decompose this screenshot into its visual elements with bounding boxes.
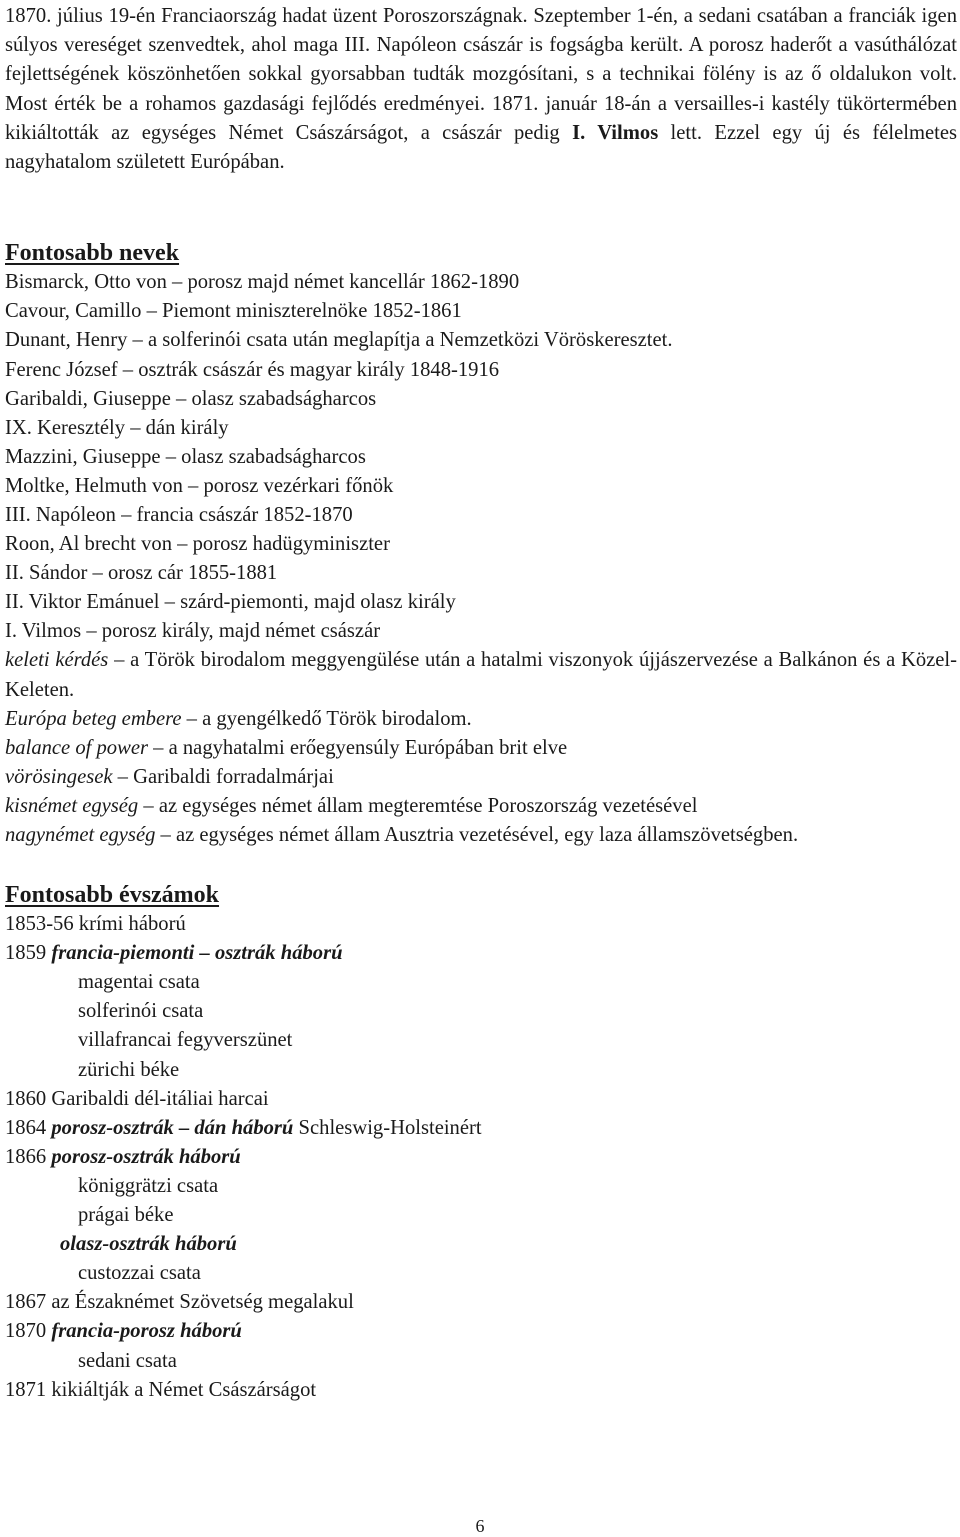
name-entry: Cavour, Camillo – Piemont miniszterelnöke 1852-1861 (5, 300, 462, 323)
date-year: 1870 (5, 1320, 52, 1343)
term-definition: – az egységes német állam Ausztria vezetésével, egy laza államszövetségben. (155, 824, 799, 846)
page-number: 6 (475, 1516, 485, 1536)
intro-paragraph (5, 0, 957, 177)
date-year: 1864 (5, 1116, 52, 1139)
term-name: nagynémet egység (5, 824, 156, 846)
dates-section-title: Fontosabb évszámok (5, 882, 220, 909)
war-name: francia-piemonti – osztrák háború (51, 942, 343, 965)
war-name: francia-porosz háború (51, 1320, 242, 1343)
term-entry (5, 646, 957, 704)
term-name: vörösingesek (5, 765, 113, 788)
names-list (5, 268, 957, 850)
war-name: porosz-osztrák háború (51, 1145, 241, 1168)
name-entry: IX. Keresztély – dán király (5, 416, 229, 439)
name-entry: III. Napóleon – francia császár 1852-1870 (5, 503, 353, 526)
term-name: kisnémet egység (5, 794, 139, 817)
intro-text-1: 1870. július 19-én Franciaország hadat üzent Poroszországnak. Szeptember 1-én, a sedani csatában a franciák igen súlyos vereséget szenvedtek, ahol maga III. Napóleon császár is fogságba került. A porosz haderőt a vasúthálózat fejlettségének köszönhetően sokkal gyorsabban tudták mozgósítani, s a technikai fölény is az ő oldalukon volt. Most érték be a rohamos gazdasági fejlődés eredményei. 1871. január 18-án a versailles-i kastély tükörtermében kikiáltották az egységes Német Császárságot, a császár pedig (5, 5, 957, 144)
name-entry: Moltke, Helmuth von – porosz vezérkari főnök (5, 474, 394, 497)
term-name: balance of power (5, 736, 148, 759)
date-year: 1866 (5, 1145, 52, 1168)
date-subentry: königgrätzi csata (78, 1174, 219, 1197)
date-subentry: prágai béke (78, 1204, 174, 1227)
term-definition: – az egységes német állam megteremtése Poroszország vezetésével (138, 794, 698, 817)
date-subentry (5, 1230, 957, 1259)
names-section-title: Fontosabb nevek (5, 240, 180, 267)
name-entry: I. Vilmos – porosz király, majd német császár (5, 620, 381, 643)
war-name: olasz-osztrák háború (60, 1233, 237, 1256)
intro-text-2: lett. Ezzel egy új és félelmetes nagyhatalom született Európában. (5, 121, 957, 174)
term-entry (5, 734, 957, 763)
name-entry: II. Sándor – orosz cár 1855-1881 (5, 562, 278, 585)
name-entry: Bismarck, Otto von – porosz majd német kancellár 1862-1890 (5, 271, 520, 294)
term-definition: – a gyengélkedő Török birodalom. (181, 707, 472, 730)
date-entry: 1871 kikiáltják a Német Császárságot (5, 1378, 317, 1401)
term-entry (5, 705, 957, 734)
war-name: porosz-osztrák – dán háború (51, 1116, 294, 1139)
term-definition: – Garibaldi forradalmárjai (112, 765, 334, 788)
name-entry: Garibaldi, Giuseppe – olasz szabadságharcos (5, 387, 377, 410)
term-definition: – a nagyhatalmi erőegyensúly Európában brit elve (148, 736, 568, 759)
dates-list (5, 910, 957, 1405)
date-entry: 1867 az Északnémet Szövetség megalakul (5, 1291, 354, 1314)
date-subentry: sedani csata (78, 1349, 177, 1372)
date-entry (5, 1143, 957, 1172)
date-subentry: zürichi béke (78, 1058, 180, 1081)
intro-emphasis: I. Vilmos (572, 121, 659, 144)
date-entry (5, 1114, 957, 1143)
term-definition: – a Török birodalom meggyengülése után a hatalmi viszonyok újjászervezése a Balkánon és a Közel-Keleten. (5, 649, 958, 701)
date-subentry: villafrancai fegyverszünet (78, 1029, 293, 1052)
term-name: Európa beteg embere (5, 707, 182, 730)
date-entry: 1853-56 krími háború (5, 913, 186, 936)
date-year: 1859 (5, 942, 52, 965)
term-entry (5, 821, 957, 850)
date-subentry: custozzai csata (78, 1262, 201, 1285)
term-entry (5, 792, 957, 821)
date-subentry: solferinói csata (78, 1000, 204, 1023)
term-entry (5, 763, 957, 792)
date-entry (5, 939, 957, 968)
date-entry (5, 1317, 957, 1346)
date-entry: 1860 Garibaldi dél-itáliai harcai (5, 1087, 269, 1110)
date-rest: Schleswig-Holsteinért (293, 1116, 482, 1139)
name-entry: Mazzini, Giuseppe – olasz szabadságharcos (5, 445, 366, 468)
name-entry: Dunant, Henry – a solferinói csata után meglapítja a Nemzetközi Vöröskeresztet. (5, 329, 673, 352)
document-page (5, 0, 957, 1405)
name-entry: II. Viktor Emánuel – szárd-piemonti, majd olasz király (5, 591, 456, 614)
name-entry: Roon, Al brecht von – porosz hadügyminiszter (5, 533, 390, 556)
date-subentry: magentai csata (78, 971, 200, 994)
name-entry: Ferenc József – osztrák császár és magyar király 1848-1916 (5, 358, 500, 381)
term-name: keleti kérdés (5, 649, 109, 672)
